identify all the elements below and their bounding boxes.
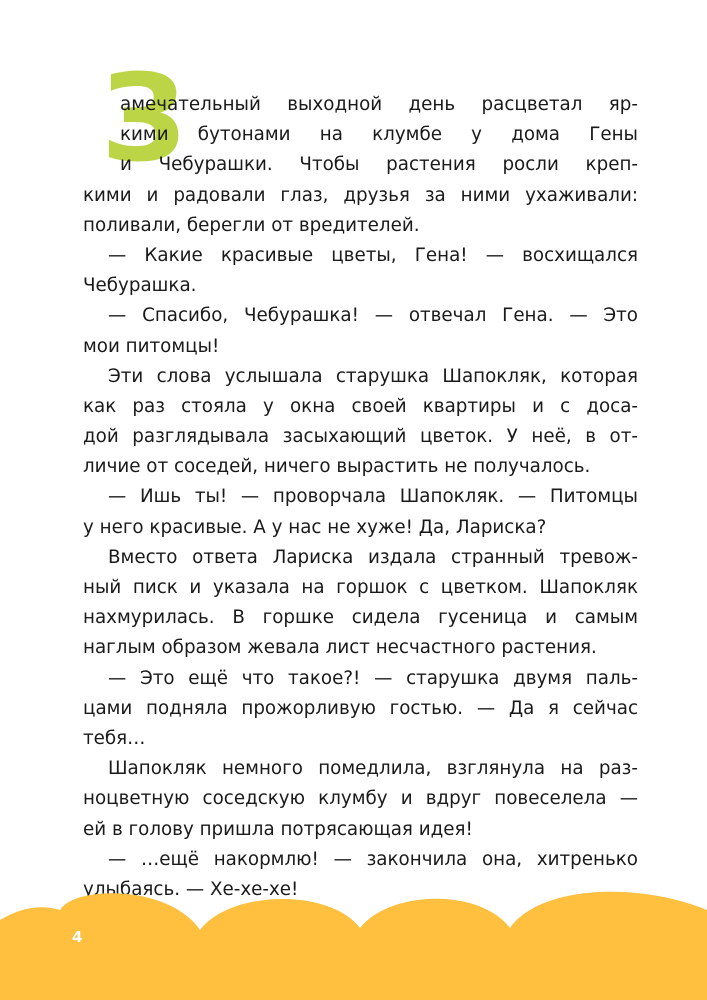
- text-line: у него красивые. А у нас не хуже! Да, Лариска?: [83, 516, 547, 538]
- text-line: ный писк и указала на горшок с цветком. Шапокляк: [83, 577, 638, 598]
- text-line: ноцветную соседскую клумбу и вдруг повеселела —: [83, 788, 638, 810]
- footer-wave-shape: [0, 892, 707, 1000]
- text-line: Чебурашка.: [83, 275, 197, 297]
- text-line: мои питомцы!: [83, 335, 220, 357]
- text-line: — …ещё накормлю! — закончила она, хитренько: [108, 848, 638, 870]
- text-line: амечательный выходной день расцветал яр-: [120, 94, 638, 115]
- drop-cap: З: [101, 50, 187, 189]
- text-line: — Спасибо, Чебурашка! — отвечал Гена. — Это: [108, 305, 638, 327]
- text-line: улыбаясь. — Хе-хе-хе!: [83, 878, 299, 900]
- text-line: — Какие красивые цветы, Гена! — восхищался: [108, 244, 638, 266]
- text-line: Эти слова услышала старушка Шапокляк, которая: [108, 365, 638, 387]
- text-line: Шапокляк немного помедлила, взглянула на раз-: [108, 758, 638, 780]
- text-line: — Ишь ты! — проворчала Шапокляк. — Питомцы: [108, 486, 638, 508]
- text-line: нахмурилась. В горшке сидела гусеница и самым: [83, 607, 638, 629]
- text-line: как раз стояла у окна своей квартиры и с доса-: [83, 395, 638, 417]
- text-line: Вместо ответа Лариска издала странный тревож-: [108, 546, 638, 568]
- page-number: 4: [72, 928, 83, 946]
- story-text: [83, 90, 638, 905]
- text-line: кими бутонами на клумбе у дома Гены: [120, 124, 638, 146]
- text-line: — Это ещё что такое?! — старушка двумя паль-: [108, 667, 638, 689]
- text-line: кими и радовали глаз, друзья за ними ухаживали:: [83, 184, 638, 206]
- text-line: тебя…: [83, 727, 146, 749]
- footer-wave: [0, 890, 707, 1000]
- text-line: наглым образом жевала лист несчастного растения.: [83, 637, 597, 659]
- text-line: дой разглядывала засыхающий цветок. У неё, в от-: [83, 426, 638, 448]
- text-line: ей в голову пришла потрясающая идея!: [83, 818, 473, 840]
- text-line: и Чебурашки. Чтобы растения росли креп-: [120, 154, 638, 176]
- text-line: личие от соседей, ничего вырастить не получалось.: [83, 456, 591, 478]
- text-line: поливали, берегли от вредителей.: [83, 214, 420, 236]
- text-line: цами подняла прожорливую гостью. — Да я сейчас: [83, 697, 638, 719]
